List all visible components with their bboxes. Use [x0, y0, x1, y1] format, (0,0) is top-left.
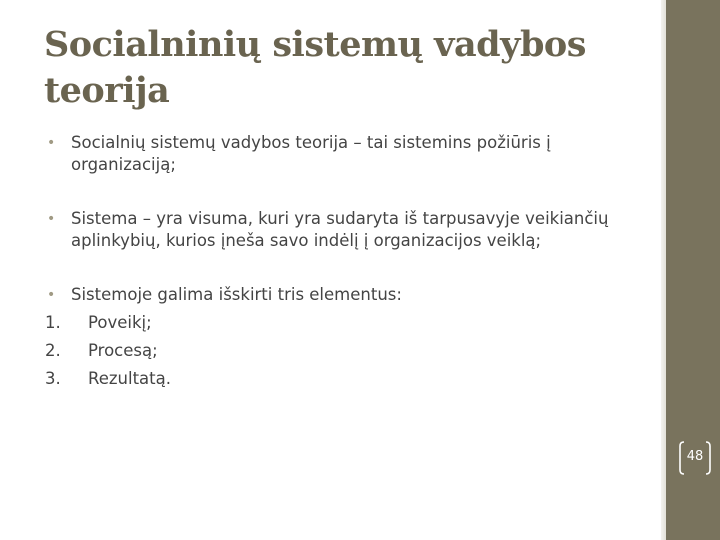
- list-item-number: 1.: [45, 313, 61, 332]
- list-item-text: Procesą;: [88, 341, 158, 360]
- slide-body: [46, 132, 636, 390]
- list-item-text: Poveikį;: [88, 313, 152, 332]
- bullet-dot-icon: •: [47, 287, 56, 303]
- list-item-text: Rezultatą.: [88, 369, 171, 388]
- elements-list: [46, 284, 636, 390]
- bullet-dot-icon: •: [47, 135, 56, 151]
- paragraph-text: Sistema – yra visuma, kuri yra sudaryta iš tarpusavyje veikiančių aplinkybių, kurios įneša savo indėlį į organizacijos veiklą;: [71, 209, 609, 250]
- bullet-paragraph-1: [46, 132, 636, 176]
- list-item: [46, 340, 636, 362]
- bullet-dot-icon: •: [47, 211, 56, 227]
- list-intro-text: Sistemoje galima išskirti tris elementus:: [71, 285, 402, 304]
- bullet-paragraph-2: [46, 208, 636, 252]
- list-item: [46, 312, 636, 334]
- page-number: 48: [686, 449, 704, 464]
- list-item: [46, 368, 636, 390]
- paragraph-text: Socialnių sistemų vadybos teorija – tai sistemins požiūris į organizaciją;: [71, 133, 551, 174]
- list-intro: [46, 284, 636, 306]
- list-item-number: 3.: [45, 369, 61, 388]
- slide-title: Socialninių sistemų vadybos teorija: [44, 24, 586, 111]
- list-item-number: 2.: [45, 341, 61, 360]
- page-number-box: [678, 441, 712, 475]
